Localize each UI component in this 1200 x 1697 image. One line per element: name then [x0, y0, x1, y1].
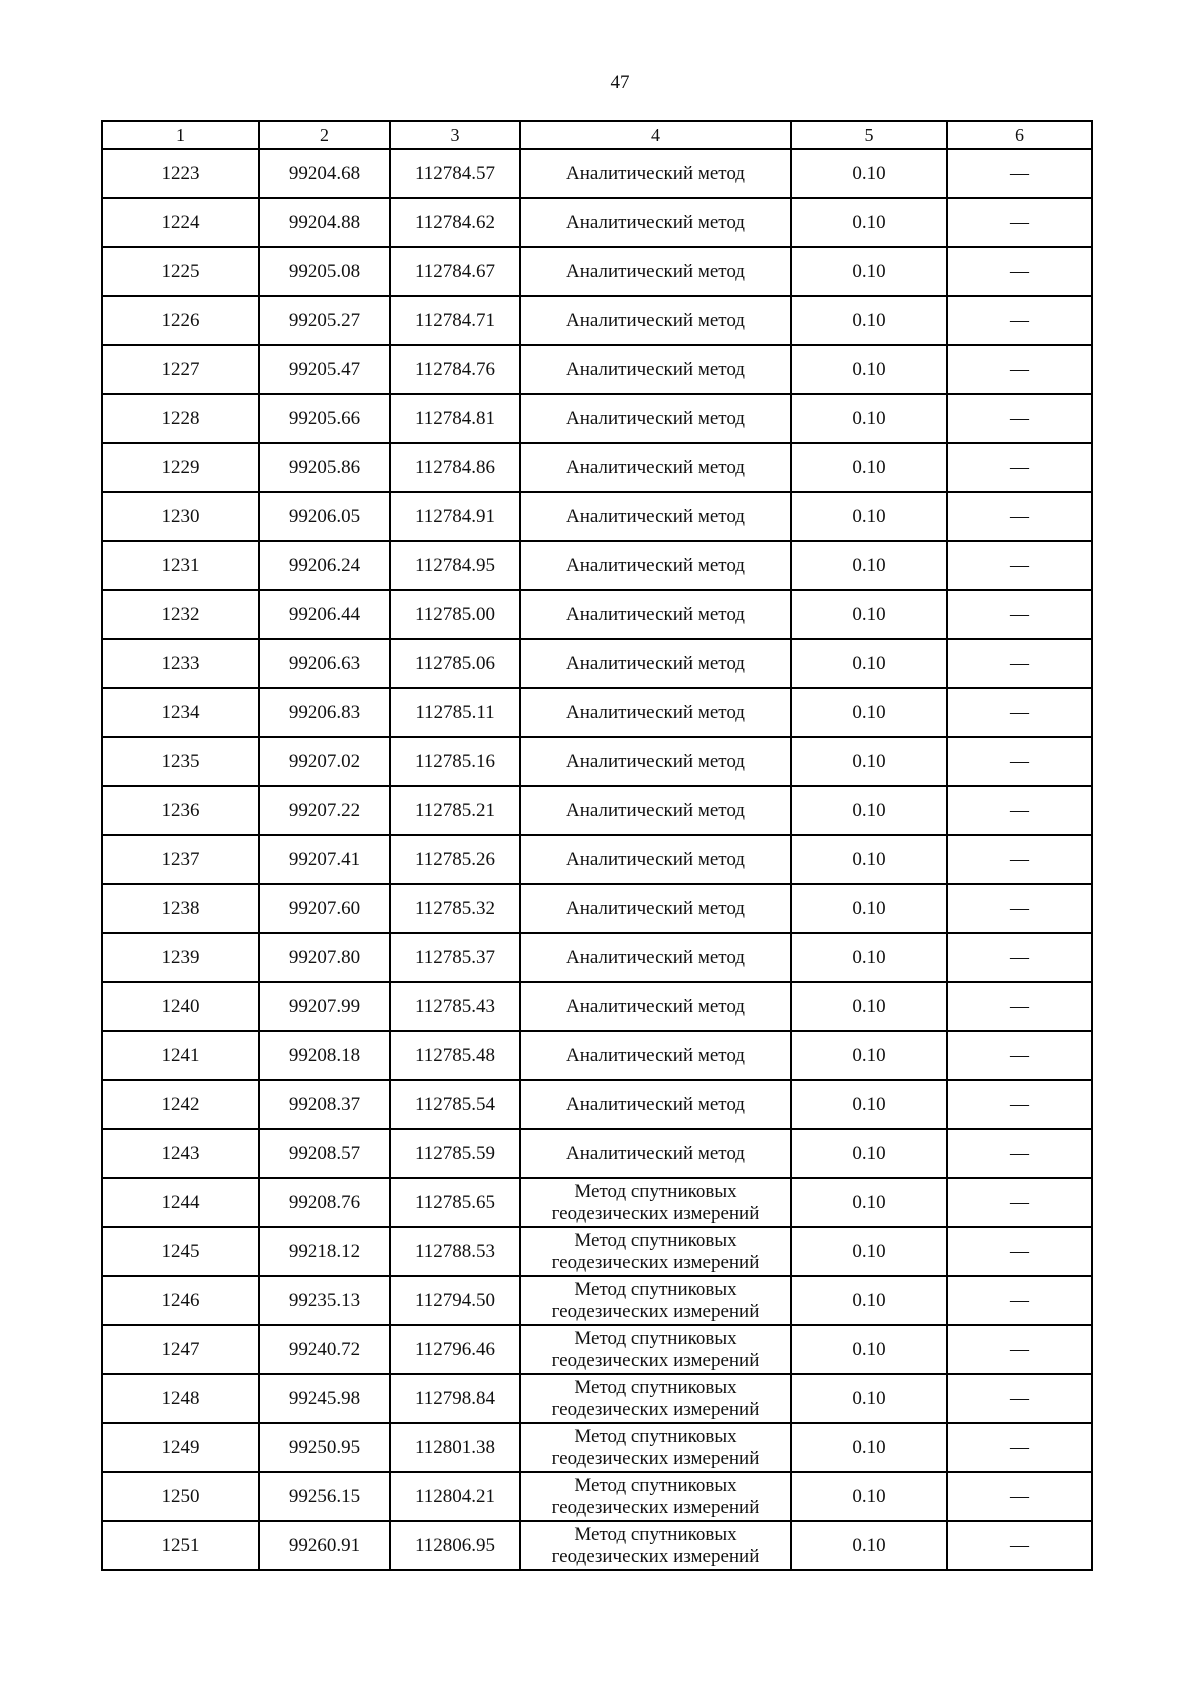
- method-cell: Аналитический метод: [520, 688, 791, 737]
- point-number-cell: 1236: [102, 786, 259, 835]
- table-row: [102, 149, 1092, 198]
- y-coordinate-cell: 112785.37: [390, 933, 520, 982]
- table-row: [102, 492, 1092, 541]
- accuracy-cell: 0.10: [791, 1080, 947, 1129]
- table-row: [102, 590, 1092, 639]
- table-row: [102, 1325, 1092, 1374]
- point-number-cell: 1226: [102, 296, 259, 345]
- method-cell: Аналитический метод: [520, 443, 791, 492]
- method-cell: Метод спутниковых геодезических измерений: [520, 1374, 791, 1423]
- method-cell: Аналитический метод: [520, 247, 791, 296]
- point-number-cell: 1230: [102, 492, 259, 541]
- y-coordinate-cell: 112794.50: [390, 1276, 520, 1325]
- method-cell: Метод спутниковых геодезических измерений: [520, 1178, 791, 1227]
- point-number-cell: 1229: [102, 443, 259, 492]
- table-body: [102, 121, 1092, 1570]
- accuracy-cell: 0.10: [791, 1227, 947, 1276]
- x-coordinate-cell: 99208.18: [259, 1031, 390, 1080]
- x-coordinate-cell: 99205.47: [259, 345, 390, 394]
- x-coordinate-cell: 99206.83: [259, 688, 390, 737]
- description-cell: —: [947, 639, 1092, 688]
- accuracy-cell: 0.10: [791, 590, 947, 639]
- method-cell: Метод спутниковых геодезических измерений: [520, 1423, 791, 1472]
- point-number-cell: 1234: [102, 688, 259, 737]
- table-row: [102, 933, 1092, 982]
- method-cell: Аналитический метод: [520, 541, 791, 590]
- description-cell: —: [947, 982, 1092, 1031]
- x-coordinate-cell: 99206.44: [259, 590, 390, 639]
- y-coordinate-cell: 112785.06: [390, 639, 520, 688]
- method-cell: Аналитический метод: [520, 149, 791, 198]
- table-row: [102, 198, 1092, 247]
- x-coordinate-cell: 99206.63: [259, 639, 390, 688]
- x-coordinate-cell: 99235.13: [259, 1276, 390, 1325]
- description-cell: —: [947, 247, 1092, 296]
- description-cell: —: [947, 1031, 1092, 1080]
- description-cell: —: [947, 884, 1092, 933]
- y-coordinate-cell: 112784.81: [390, 394, 520, 443]
- y-coordinate-cell: 112796.46: [390, 1325, 520, 1374]
- method-cell: Метод спутниковых геодезических измерений: [520, 1325, 791, 1374]
- table-row: [102, 345, 1092, 394]
- point-number-cell: 1235: [102, 737, 259, 786]
- point-number-cell: 1223: [102, 149, 259, 198]
- point-number-cell: 1239: [102, 933, 259, 982]
- table-row: [102, 1080, 1092, 1129]
- description-cell: —: [947, 835, 1092, 884]
- accuracy-cell: 0.10: [791, 1129, 947, 1178]
- point-number-cell: 1224: [102, 198, 259, 247]
- y-coordinate-cell: 112785.26: [390, 835, 520, 884]
- accuracy-cell: 0.10: [791, 688, 947, 737]
- description-cell: —: [947, 149, 1092, 198]
- method-cell: Аналитический метод: [520, 590, 791, 639]
- x-coordinate-cell: 99207.99: [259, 982, 390, 1031]
- accuracy-cell: 0.10: [791, 1178, 947, 1227]
- description-cell: —: [947, 198, 1092, 247]
- accuracy-cell: 0.10: [791, 1423, 947, 1472]
- table-row: [102, 835, 1092, 884]
- table-row: [102, 296, 1092, 345]
- point-number-cell: 1238: [102, 884, 259, 933]
- method-cell: Аналитический метод: [520, 1129, 791, 1178]
- y-coordinate-cell: 112784.86: [390, 443, 520, 492]
- y-coordinate-cell: 112784.62: [390, 198, 520, 247]
- description-cell: —: [947, 1178, 1092, 1227]
- method-cell: Аналитический метод: [520, 639, 791, 688]
- table-row: [102, 1423, 1092, 1472]
- accuracy-cell: 0.10: [791, 786, 947, 835]
- accuracy-cell: 0.10: [791, 1472, 947, 1521]
- table-row: [102, 639, 1092, 688]
- x-coordinate-cell: 99207.41: [259, 835, 390, 884]
- point-number-cell: 1246: [102, 1276, 259, 1325]
- x-coordinate-cell: 99240.72: [259, 1325, 390, 1374]
- table-row: [102, 688, 1092, 737]
- y-coordinate-cell: 112785.48: [390, 1031, 520, 1080]
- table-row: [102, 1178, 1092, 1227]
- header-cell-5: 5: [791, 121, 947, 149]
- description-cell: —: [947, 1276, 1092, 1325]
- accuracy-cell: 0.10: [791, 1276, 947, 1325]
- table-row: [102, 1521, 1092, 1570]
- accuracy-cell: 0.10: [791, 198, 947, 247]
- table-row: [102, 786, 1092, 835]
- x-coordinate-cell: 99207.60: [259, 884, 390, 933]
- description-cell: —: [947, 1129, 1092, 1178]
- y-coordinate-cell: 112785.21: [390, 786, 520, 835]
- description-cell: —: [947, 933, 1092, 982]
- accuracy-cell: 0.10: [791, 1325, 947, 1374]
- description-cell: —: [947, 737, 1092, 786]
- method-cell: Аналитический метод: [520, 1031, 791, 1080]
- accuracy-cell: 0.10: [791, 443, 947, 492]
- accuracy-cell: 0.10: [791, 394, 947, 443]
- description-cell: —: [947, 296, 1092, 345]
- header-cell-1: 1: [102, 121, 259, 149]
- description-cell: —: [947, 1227, 1092, 1276]
- x-coordinate-cell: 99256.15: [259, 1472, 390, 1521]
- method-cell: Метод спутниковых геодезических измерений: [520, 1227, 791, 1276]
- table-row: [102, 1129, 1092, 1178]
- method-cell: Аналитический метод: [520, 786, 791, 835]
- accuracy-cell: 0.10: [791, 737, 947, 786]
- header-row: [102, 121, 1092, 149]
- x-coordinate-cell: 99205.08: [259, 247, 390, 296]
- point-number-cell: 1241: [102, 1031, 259, 1080]
- accuracy-cell: 0.10: [791, 639, 947, 688]
- method-cell: Аналитический метод: [520, 737, 791, 786]
- y-coordinate-cell: 112785.16: [390, 737, 520, 786]
- description-cell: —: [947, 1521, 1092, 1570]
- y-coordinate-cell: 112784.57: [390, 149, 520, 198]
- y-coordinate-cell: 112788.53: [390, 1227, 520, 1276]
- x-coordinate-cell: 99250.95: [259, 1423, 390, 1472]
- x-coordinate-cell: 99206.24: [259, 541, 390, 590]
- point-number-cell: 1244: [102, 1178, 259, 1227]
- description-cell: —: [947, 1423, 1092, 1472]
- point-number-cell: 1231: [102, 541, 259, 590]
- table-row: [102, 394, 1092, 443]
- point-number-cell: 1250: [102, 1472, 259, 1521]
- point-number-cell: 1249: [102, 1423, 259, 1472]
- method-cell: Метод спутниковых геодезических измерений: [520, 1472, 791, 1521]
- point-number-cell: 1247: [102, 1325, 259, 1374]
- x-coordinate-cell: 99260.91: [259, 1521, 390, 1570]
- y-coordinate-cell: 112785.59: [390, 1129, 520, 1178]
- y-coordinate-cell: 112785.11: [390, 688, 520, 737]
- point-number-cell: 1242: [102, 1080, 259, 1129]
- description-cell: —: [947, 1472, 1092, 1521]
- y-coordinate-cell: 112784.67: [390, 247, 520, 296]
- table-row: [102, 247, 1092, 296]
- method-cell: Аналитический метод: [520, 982, 791, 1031]
- accuracy-cell: 0.10: [791, 835, 947, 884]
- accuracy-cell: 0.10: [791, 1031, 947, 1080]
- y-coordinate-cell: 112806.95: [390, 1521, 520, 1570]
- header-cell-6: 6: [947, 121, 1092, 149]
- accuracy-cell: 0.10: [791, 982, 947, 1031]
- accuracy-cell: 0.10: [791, 1521, 947, 1570]
- y-coordinate-cell: 112784.76: [390, 345, 520, 394]
- accuracy-cell: 0.10: [791, 149, 947, 198]
- x-coordinate-cell: 99204.88: [259, 198, 390, 247]
- point-number-cell: 1248: [102, 1374, 259, 1423]
- header-cell-3: 3: [390, 121, 520, 149]
- table-row: [102, 1374, 1092, 1423]
- method-cell: Аналитический метод: [520, 933, 791, 982]
- description-cell: —: [947, 1374, 1092, 1423]
- y-coordinate-cell: 112784.95: [390, 541, 520, 590]
- method-cell: Аналитический метод: [520, 1080, 791, 1129]
- method-cell: Аналитический метод: [520, 835, 791, 884]
- x-coordinate-cell: 99245.98: [259, 1374, 390, 1423]
- accuracy-cell: 0.10: [791, 247, 947, 296]
- y-coordinate-cell: 112784.91: [390, 492, 520, 541]
- x-coordinate-cell: 99218.12: [259, 1227, 390, 1276]
- description-cell: —: [947, 443, 1092, 492]
- method-cell: Аналитический метод: [520, 345, 791, 394]
- x-coordinate-cell: 99205.66: [259, 394, 390, 443]
- description-cell: —: [947, 541, 1092, 590]
- x-coordinate-cell: 99204.68: [259, 149, 390, 198]
- y-coordinate-cell: 112785.54: [390, 1080, 520, 1129]
- method-cell: Аналитический метод: [520, 198, 791, 247]
- y-coordinate-cell: 112798.84: [390, 1374, 520, 1423]
- point-number-cell: 1228: [102, 394, 259, 443]
- y-coordinate-cell: 112804.21: [390, 1472, 520, 1521]
- point-number-cell: 1225: [102, 247, 259, 296]
- method-cell: Аналитический метод: [520, 884, 791, 933]
- point-number-cell: 1232: [102, 590, 259, 639]
- point-number-cell: 1243: [102, 1129, 259, 1178]
- table-row: [102, 1031, 1092, 1080]
- accuracy-cell: 0.10: [791, 933, 947, 982]
- x-coordinate-cell: 99207.80: [259, 933, 390, 982]
- x-coordinate-cell: 99207.22: [259, 786, 390, 835]
- table-row: [102, 443, 1092, 492]
- description-cell: —: [947, 590, 1092, 639]
- method-cell: Метод спутниковых геодезических измерений: [520, 1521, 791, 1570]
- coordinates-table: [101, 120, 1093, 1571]
- y-coordinate-cell: 112785.32: [390, 884, 520, 933]
- method-cell: Аналитический метод: [520, 492, 791, 541]
- point-number-cell: 1233: [102, 639, 259, 688]
- point-number-cell: 1240: [102, 982, 259, 1031]
- x-coordinate-cell: 99205.27: [259, 296, 390, 345]
- point-number-cell: 1227: [102, 345, 259, 394]
- accuracy-cell: 0.10: [791, 1374, 947, 1423]
- x-coordinate-cell: 99208.37: [259, 1080, 390, 1129]
- y-coordinate-cell: 112785.65: [390, 1178, 520, 1227]
- table-row: [102, 1472, 1092, 1521]
- description-cell: —: [947, 786, 1092, 835]
- x-coordinate-cell: 99205.86: [259, 443, 390, 492]
- y-coordinate-cell: 112785.00: [390, 590, 520, 639]
- y-coordinate-cell: 112801.38: [390, 1423, 520, 1472]
- table-row: [102, 1276, 1092, 1325]
- accuracy-cell: 0.10: [791, 541, 947, 590]
- x-coordinate-cell: 99206.05: [259, 492, 390, 541]
- accuracy-cell: 0.10: [791, 884, 947, 933]
- table-row: [102, 737, 1092, 786]
- description-cell: —: [947, 492, 1092, 541]
- y-coordinate-cell: 112785.43: [390, 982, 520, 1031]
- header-cell-2: 2: [259, 121, 390, 149]
- description-cell: —: [947, 1080, 1092, 1129]
- description-cell: —: [947, 394, 1092, 443]
- y-coordinate-cell: 112784.71: [390, 296, 520, 345]
- description-cell: —: [947, 1325, 1092, 1374]
- x-coordinate-cell: 99207.02: [259, 737, 390, 786]
- accuracy-cell: 0.10: [791, 296, 947, 345]
- accuracy-cell: 0.10: [791, 345, 947, 394]
- x-coordinate-cell: 99208.76: [259, 1178, 390, 1227]
- table-row: [102, 884, 1092, 933]
- x-coordinate-cell: 99208.57: [259, 1129, 390, 1178]
- method-cell: Аналитический метод: [520, 394, 791, 443]
- description-cell: —: [947, 345, 1092, 394]
- header-cell-4: 4: [520, 121, 791, 149]
- table-row: [102, 982, 1092, 1031]
- table-row: [102, 1227, 1092, 1276]
- point-number-cell: 1237: [102, 835, 259, 884]
- description-cell: —: [947, 688, 1092, 737]
- accuracy-cell: 0.10: [791, 492, 947, 541]
- table-row: [102, 541, 1092, 590]
- point-number-cell: 1245: [102, 1227, 259, 1276]
- point-number-cell: 1251: [102, 1521, 259, 1570]
- method-cell: Метод спутниковых геодезических измерений: [520, 1276, 791, 1325]
- page-number: 47: [610, 72, 630, 93]
- method-cell: Аналитический метод: [520, 296, 791, 345]
